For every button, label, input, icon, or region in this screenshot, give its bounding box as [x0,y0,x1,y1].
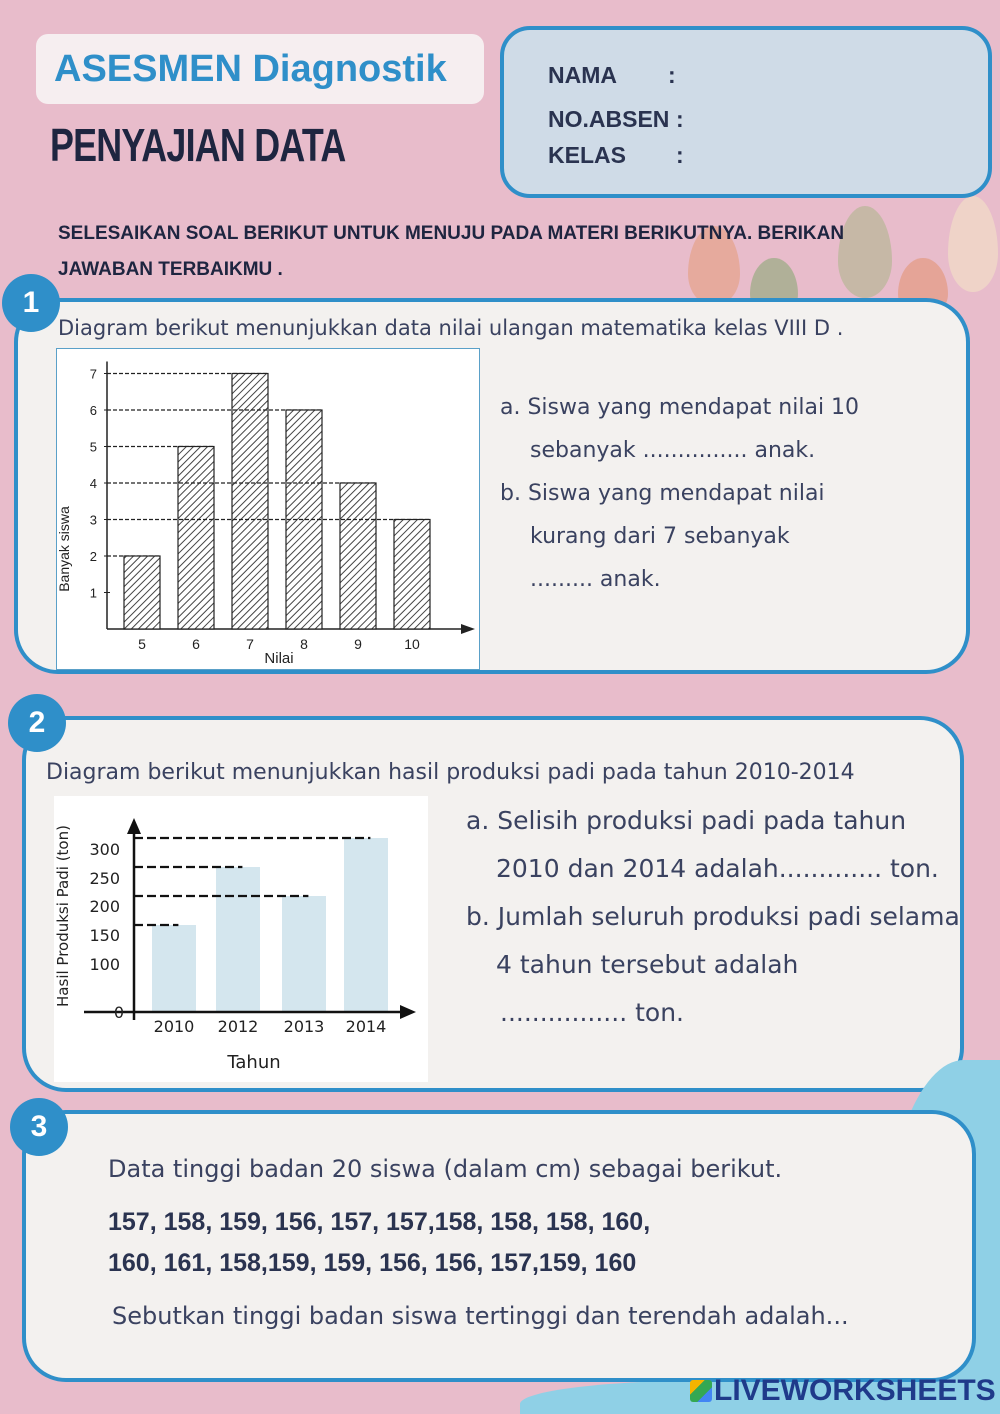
y-tick-label: 6 [89,403,97,418]
y-tick-label: 5 [89,439,97,455]
field-nama[interactable] [548,62,676,89]
x-tick-label: 2012 [217,1017,259,1036]
x-tick-label: 10 [404,636,420,652]
question-1-number: 1 [2,274,60,332]
x-tick-label: 9 [354,636,362,652]
question-3-question[interactable]: Sebutkan tinggi badan siswa tertinggi dan terendah adalah... [112,1302,849,1330]
bar [286,410,322,629]
x-tick-label: 6 [192,636,200,652]
field-kelas[interactable] [548,142,684,169]
bar [152,925,196,1012]
y-tick-label: 200 [89,897,120,916]
q1-answer-b-line1: b. Siswa yang mendapat nilai [500,481,825,506]
chart-produksi-padi [54,796,428,1082]
y-axis-arrow [127,818,141,834]
field-label: NAMA [548,62,617,88]
field-sep: : [676,142,684,168]
bar [216,867,260,1012]
q3-data-line2: 160, 161, 158,159, 159, 156, 156, 157,159, 160 [108,1249,637,1277]
y-tick-label: 3 [89,512,97,528]
bar [344,838,388,1012]
y-tick-label: 250 [89,869,120,888]
instruction-text: SELESAIKAN SOAL BERIKUT UNTUK MENUJU PADA MATERI BERIKUTNYA. BERIKAN JAWABAN TERBAIKMU . [58,223,845,280]
x-tick-label: 7 [246,636,254,652]
y-tick-label: 100 [89,955,120,974]
y-tick-label: 7 [89,366,97,382]
bar [124,556,160,629]
x-axis-label: Tahun [227,1052,281,1073]
field-sep: : [676,106,684,132]
field-label: NO.ABSEN [548,106,670,132]
liveworksheets-logo[interactable] [690,1374,996,1408]
x-axis-arrow [461,624,475,634]
field-sep: : [668,62,676,88]
y-axis-label: Banyak siswa [57,506,72,592]
brand-text: LIVEWORKSHEETS [714,1374,996,1407]
chart-nilai-ulangan [56,348,480,670]
bar [394,520,430,630]
y-tick-label: 300 [89,840,120,859]
question-3-number: 3 [10,1098,68,1156]
q2-answer-a-line2[interactable]: 2010 dan 2014 adalah............. ton. [496,854,939,883]
question-3-prompt: Data tinggi badan 20 siswa (dalam cm) sebagai berikut. [108,1155,783,1183]
bar [232,374,268,630]
x-tick-label: 5 [138,636,146,652]
q2-answer-b-line1: b. Jumlah seluruh produksi padi selama [466,902,960,931]
x-tick-label: 8 [300,636,308,652]
y-tick-label: 2 [89,549,97,564]
q1-answer-b-line3[interactable]: ......... anak. [530,567,661,592]
y-tick-label: 150 [89,926,120,945]
x-axis-arrow [400,1005,416,1019]
q3-data-line1: 157, 158, 159, 156, 157, 157,158, 158, 158, 160, [108,1208,651,1236]
q2-answer-b-line3[interactable]: ................ ton. [500,998,684,1027]
question-2-number: 2 [8,694,66,752]
logo-icon [690,1380,712,1402]
y-axis-label: Hasil Produksi Padi (ton) [54,825,72,1007]
y-tick-label: 0 [113,1003,124,1022]
bar [282,896,326,1012]
field-label: KELAS [548,142,626,168]
y-tick-label: 4 [89,476,97,491]
field-no-absen[interactable] [548,106,684,133]
decor-leaf-5 [948,196,998,292]
x-axis-label: Nilai [264,650,294,667]
q1-answer-a-line2[interactable]: sebanyak ............... anak. [530,438,816,463]
q2-answer-a-line1: a. Selisih produksi padi pada tahun [466,806,907,835]
question-3-card [22,1110,976,1382]
y-tick-label: 1 [89,585,97,601]
page-title: ASESMEN Diagnostik [36,34,484,104]
bar [178,447,214,630]
question-1-prompt: Diagram berikut menunjukkan data nilai ulangan matematika kelas VIII D . [58,316,844,340]
x-tick-label: 2014 [345,1017,387,1036]
bar [340,483,376,629]
question-2-prompt: Diagram berikut menunjukkan hasil produksi padi pada tahun 2010-2014 [46,760,855,785]
q2-answer-b-line2: 4 tahun tersebut adalah [496,950,799,979]
x-tick-label: 2010 [153,1017,195,1036]
x-tick-label: 2013 [283,1017,325,1036]
q1-answer-a-line1: a. Siswa yang mendapat nilai 10 [500,395,860,420]
q1-answer-b-line2: kurang dari 7 sebanyak [530,524,790,549]
student-info-box [500,26,992,198]
page-subtitle: PENYAJIAN DATA [50,119,346,171]
